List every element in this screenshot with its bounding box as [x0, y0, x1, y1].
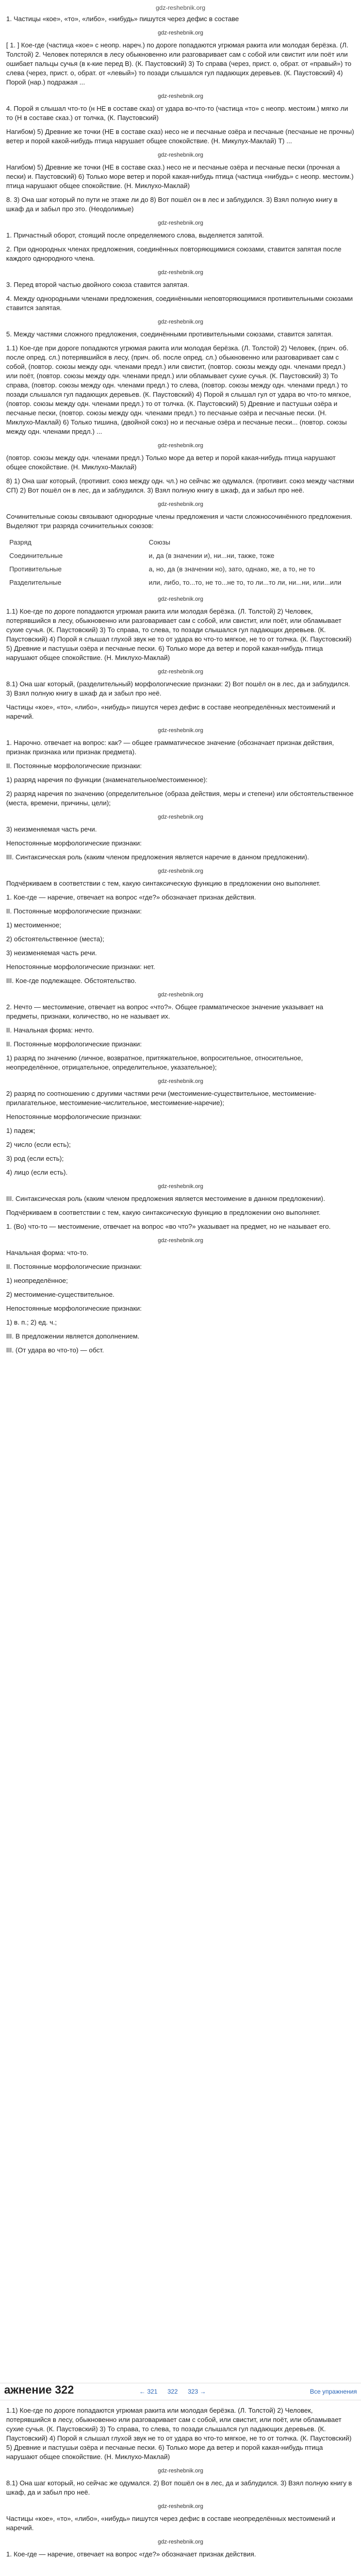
watermark: gdz-reshebnik.org	[157, 443, 204, 449]
paragraph: Подчёркиваем в соответствии с тем, какую синтаксическую функцию в предложении оно выполняет.	[6, 1209, 321, 1216]
paragraph: Непостоянные морфологические признаки:	[6, 1113, 142, 1121]
paragraph: 1. Нарочно. отвечает на вопрос: как? — общее грамматическое значение (обозначает признак действия, признак признака или признак предмета).	[6, 739, 334, 756]
paragraph: 2) разряд по соотношению с другими частями речи (местоимение-существительное, местоимение-прилагательное, местоимение-числительное, местоимение-наречие);	[6, 1090, 317, 1107]
solution-part-2	[6, 2406, 355, 2564]
paragraph: 2) местоимение-существительное.	[6, 1291, 114, 1298]
paragraph: 5. Между частями сложного предложения, соединёнными противительными союзами, ставится запятая.	[6, 330, 333, 338]
paragraph: II. Постоянные морфологические признаки:	[6, 1040, 142, 1048]
table-header-row	[6, 536, 355, 549]
paragraph: 2. Нечто — местоимение, отвечает на вопрос «что?». Общее грамматическое значение указывает на предметы, признаки, количество, но не называет их.	[6, 1003, 323, 1020]
paragraph: [ 1. ] Кое-где (частица «кое» с неопр. нареч.) по дороге попадаются угрюмая ракита или молодая берёзка. (Л. Толстой) 2. Человек потерялся в лесу обыкновенно или разговаривает сам с собой или свистит или поёт или ошибает пальцы сучья (в к-кие перед В). (К. Паустовский) 3) То справа (через, прист. о, обрат. от «правый») то слева (через, прист. о, обрат. от «левый») то позади слышался гул падающих деревьев. (К. Паустовский) 4) Порой (нар.) подражая ...	[6, 41, 352, 86]
watermark: gdz-reshebnik.org	[157, 269, 204, 276]
table-row	[6, 576, 355, 589]
prev-exercise-link[interactable]: ← 321	[139, 2388, 158, 2395]
table-row	[6, 549, 355, 563]
paragraph: 1) разряд по значению (личное, возвратное, притяжательное, вопросительное, относительное, неопределённое, отрицательное, определительное, указательное);	[6, 1054, 303, 1071]
watermark: gdz-reshebnik.org	[157, 669, 204, 675]
paragraph: 2. При однородных членах предложения, соединённых повторяющимися союзами, ставится запятая после каждого однородного члена.	[6, 245, 342, 262]
table-cell: а, но, да (в значении но), зато, однако, же, а то, не то	[149, 565, 315, 573]
paragraph: 8.1) Она шаг который, но сейчас же одумался. 2) Вот пошёл он в лес, да и заблудился. 3) Взял полную книгу в шкаф, да и забыл про неё.	[6, 2479, 352, 2496]
exercise-title: ажнение 322	[4, 2383, 74, 2396]
table-cell: Противительные	[9, 565, 62, 573]
watermark: gdz-reshebnik.org	[157, 727, 204, 734]
paragraph: 1. (Во) что-то — местоимение, отвечает на вопрос «во что?» указывает на предмет, но не называет его.	[6, 1223, 331, 1230]
paragraph: 1. Кое-где — наречие, отвечает на вопрос «где?» обозначает признак действия.	[6, 893, 256, 901]
watermark: gdz-reshebnik.org	[157, 596, 204, 602]
watermark: gdz-reshebnik.org	[157, 1238, 204, 1244]
paragraph: Подчёркиваем в соответствии с тем, какую синтаксическую функцию в предложении оно выполняет.	[6, 879, 321, 887]
paragraph: 1) разряд наречия по функции (знаменательное/местоименное):	[6, 776, 208, 784]
watermark: gdz-reshebnik.org	[157, 319, 204, 325]
watermark: gdz-reshebnik.org	[157, 1183, 204, 1190]
paragraph: 1. Кое-где — наречие, отвечает на вопрос «где?» обозначает признак действия.	[6, 2550, 256, 2558]
paragraph: III. Синтаксическая роль (каким членом предложения является наречие в данном предложении).	[6, 853, 309, 861]
paragraph: 4) лицо (если есть).	[6, 1168, 68, 1176]
watermark: gdz-reshebnik.org	[157, 1078, 204, 1084]
paragraph: 1.1) Кое-где при дороге попадаются угрюмая ракита или молодая берёзка. (Л. Толстой) 2) Человек, (прич. об. после опред. сл.) потерявшийся в лесу, (прич. об. после опред. сл.) обыкновенно или разговаривает сам с собой, (повтор. союзы между одн. членами предл.) или свистит, (повтор. союзы между одн. членами предл.) или поёт, (повтор. союзы между одн. членами предл.) или обламывает сухие сучья. (К. Паустовский) 3) То справа, (повтор. союзы между одн. членами предл.) то слева, (повтор. союзы между одн. членами предл.) то позади слышался гул падающих деревьев. (К. Паустовский) 4) Порой я слышал гул от удара во что-то мягкое, (повтор. союзы между одн. членами предл.) то от толчка. (К. Паустовский) 5) Древние и пастушьи озёра и песчаные пески, (повтор. союзы между одн. членами предл.) то песчаные озёра и песчаные пески. (Н. Миклухо-Маклай) 6) Только тишина, (двойной союз) но и песчаные озёра и песчаные пески... (повтор. союзы между одн. членами предл.) ...	[6, 344, 351, 435]
paragraph: 2) разряд наречия по значению (определительное (образа действия, меры и степени) или обстоятельственное (места, времени, причины, цели);	[6, 790, 354, 807]
watermark: gdz-reshebnik.org	[157, 30, 204, 36]
watermark: gdz-reshebnik.org	[157, 2539, 204, 2545]
paragraph: 2) число (если есть);	[6, 1141, 71, 1148]
paragraph: Начальная форма: что-то.	[6, 1249, 89, 1257]
current-exercise: 322	[167, 2388, 178, 2395]
watermark: gdz-reshebnik.org	[157, 2503, 204, 2510]
all-exercises-link[interactable]: Все упражнения	[309, 2388, 357, 2395]
paragraph: 2) обстоятельственное (места);	[6, 935, 105, 943]
paragraph: Сочинительные союзы связывают однородные члены предложения и части сложносочинённого предложения. Выделяют три разряда сочинительных союзов:	[6, 513, 352, 530]
watermark: gdz-reshebnik.org	[157, 501, 204, 507]
paragraph: III. (От удара во что-то) — обст.	[6, 1346, 104, 1354]
paragraph: (повтор. союзы между одн. членами предл.) Только море да ветер и порой какая-нибудь птица нарушают общее спокойствие. (Н. Миклухо-Маклай)	[6, 454, 336, 471]
paragraph: 3. Перед второй частью двойного союза ставится запятая.	[6, 281, 189, 289]
paragraph: III. Синтаксическая роль (каким членом предложения является местоимение в данном предложении).	[6, 1195, 325, 1202]
paragraph: 8.1) Она шаг который, (разделительный) морфологические признаки: 2) Вот пошёл он в лес, да и заблудился. 3) Взял полную книгу в шкаф да и забыл про неё.	[6, 680, 350, 697]
paragraph: 1.1) Кое-где по дороге попадаются угрюмая ракита или молодая берёзка. (Л. Толстой) 2) Человек, потерявшийся в лесу, обыкновенно или разговаривает сам с собой, или свистит, или поёт, или обламывает сухие сучья. (К. Паустовский) 3) То справа, то слева, то позади слышался гул падающих деревьев. (К. Паустовский) 4) Порой я слышал глухой звук не то от удара во что-то мягкое, не то от толчка. (К. Паустовский) 5) Древние и пастушьи озёра и песчаные пески. 6) Только море да ветер и порой какая-нибудь птица нарушают общее спокойствие. (Н. Миклухо-Маклай)	[6, 607, 352, 662]
conjunction-table	[6, 536, 355, 589]
watermark: gdz-reshebnik.org	[157, 93, 204, 99]
watermark: gdz-reshebnik.org	[157, 868, 204, 874]
table-cell: Соединительные	[9, 552, 63, 560]
watermark: gdz-reshebnik.org	[157, 2468, 204, 2474]
watermark: gdz-reshebnik.org	[157, 220, 204, 226]
paragraph: 3) неизменяемая часть речи.	[6, 949, 97, 957]
paragraph: Непостоянные морфологические признаки:	[6, 839, 142, 847]
solution-part-1	[6, 14, 355, 1360]
watermark: gdz-reshebnik.org	[157, 152, 204, 158]
paragraph: Нагибом) 5) Древние же точки (НЕ в составе сказ.) несо не и песчаные озёра и песчаные пески (прочная а пески) и. Паустовский) 6) Только море ветер и порой какая-нибудь птица (частица «нибудь» с неопр. местоим.) птица нарушают общее спокойствие. (Н. Миклухо-Маклай)	[6, 163, 354, 190]
paragraph: 4. Между однородными членами предложения, соединёнными неповторяющимися противительными союзами ставится запятая.	[6, 295, 353, 312]
pager-nav	[135, 2387, 210, 2396]
paragraph: 8. 3) Она шаг который по пути не этаже ли до 8) Вот пошёл он в лес и заблудился. 3) Взял полную книгу в шкаф да и забыл про это. (Неодолимые)	[6, 196, 338, 213]
table-row	[6, 563, 355, 576]
site-link[interactable]: gdz-reshebnik.org	[155, 4, 206, 11]
paragraph: II. Постоянные морфологические признаки:	[6, 907, 142, 915]
paragraph: Частицы «кое», «то», «либо», «нибудь» пишутся через дефис в составе неопределённых местоимений и наречий.	[6, 2515, 335, 2532]
paragraph: Частицы «кое», «то», «либо», «нибудь» пишутся через дефис в составе неопределённых местоимений и наречий.	[6, 703, 335, 720]
paragraph: 1. Причастный оборот, стоящий после определяемого слова, выделяется запятой.	[6, 231, 264, 239]
paragraph: II. Начальная форма: нечто.	[6, 1026, 94, 1034]
paragraph: III. В предложении является дополнением.	[6, 1332, 140, 1340]
paragraph: 1) неопределённое;	[6, 1277, 68, 1284]
paragraph: Нагибом) 5) Древние же точки (НЕ в составе сказ) несо не и песчаные озёра и песчаные (песчаные не прочны) ветер и порой какой-нибудь птица нарушает общее спокойствие. (Н. Микулух-Маклай) Т) ...	[6, 128, 354, 145]
table-cell: или, либо, то...то, не то...не то, то ли...то ли, ни...ни, или...или	[149, 579, 341, 586]
watermark: gdz-reshebnik.org	[157, 814, 204, 820]
paragraph: 1) местоименное;	[6, 921, 61, 929]
paragraph: II. Постоянные морфологические признаки:	[6, 1263, 142, 1270]
paragraph: 1. Частицы «кое», «то», «либо», «нибудь» пишутся через дефис в составе	[6, 15, 239, 23]
paragraph: 8) 1) Она шаг который, (противит. союз между одн. чл.) но сейчас же одумался. (противит. союз между частями СП) 2) Вот пошёл он в лес, да и заблудился. 3) Взял полную книгу в шкаф, да и забыл про неё.	[6, 477, 354, 494]
paragraph: 4. Порой я слышал что-то (н НЕ в составе сказ) от удара во-что-то (частица «то» с неопр. местоим.) мягко ли то (Н в составе сказ.) от толчка, (К. Паустовский)	[6, 105, 348, 122]
paragraph: III. Кое-где подлежащее. Обстоятельство.	[6, 977, 137, 985]
paragraph: Непостоянные морфологические признаки: нет.	[6, 963, 155, 971]
paragraph: 3) неизменяемая часть речи.	[6, 825, 97, 833]
paragraph: Непостоянные морфологические признаки:	[6, 1304, 142, 1312]
table-header-cell: Разряд	[9, 538, 31, 546]
table-cell: Разделительные	[9, 579, 61, 586]
watermark: gdz-reshebnik.org	[157, 992, 204, 998]
paragraph: 1.1) Кое-где по дороге попадаются угрюмая ракита или молодая берёзка. (Л. Толстой) 2) Человек, потерявшийся в лесу, обыкновенно или разговаривает сам с собой, или свистит, или поёт, или обламывает сухие сучья. (К. Паустовский) 3) То справа, то слева, то позади слышался гул падающих деревьев. (К. Паустовский) 4) Порой я слышал глухой звук не то от удара во что-то мягкое, не то от толчка. (К. Паустовский) 5) Древние и пастушьи озёра и песчаные пески. 6) Только море да ветер и порой какая-нибудь птица нарушают общее спокойствие. (Н. Миклухо-Маклай)	[6, 2406, 352, 2461]
next-exercise-link[interactable]: 323 →	[188, 2388, 206, 2395]
exercise-pager	[0, 2383, 361, 2400]
table-cell: и, да (в значении и), ни...ни, также, тоже	[149, 552, 275, 560]
table-header-cell: Союзы	[149, 538, 171, 546]
paragraph: 1) в. п.; 2) ед. ч.;	[6, 1318, 57, 1326]
paragraph: 1) падеж;	[6, 1127, 36, 1134]
paragraph: 3) род (если есть);	[6, 1155, 64, 1162]
paragraph: II. Постоянные морфологические признаки:	[6, 762, 142, 770]
